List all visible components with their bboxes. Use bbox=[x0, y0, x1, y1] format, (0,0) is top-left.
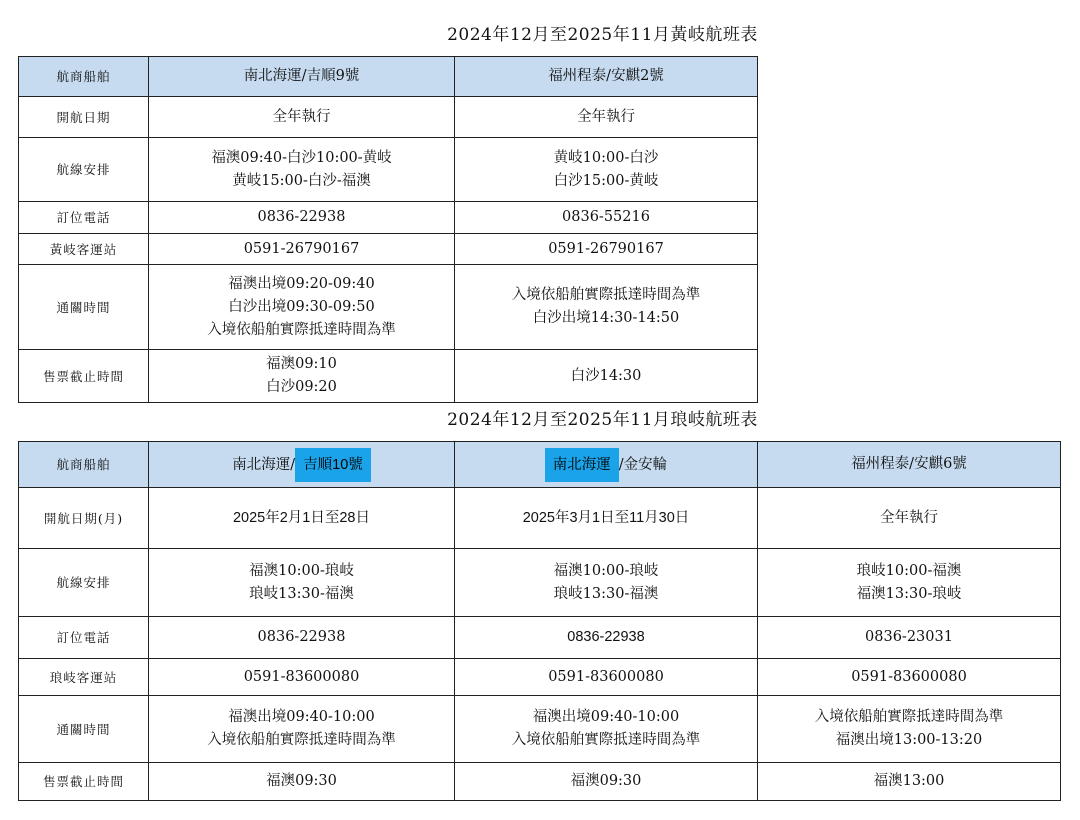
row-label: 琅岐客運站 bbox=[19, 659, 149, 696]
table-cell: 0836-55216 bbox=[455, 202, 758, 234]
row-label: 售票截止時間 bbox=[19, 350, 149, 403]
table-cell: 福澳出境09:40-10:00 入境依船舶實際抵達時間為準 bbox=[455, 696, 758, 763]
table-cell: 入境依船舶實際抵達時間為準 福澳出境13:00-13:20 bbox=[758, 696, 1061, 763]
table-cell: 0836-23031 bbox=[758, 617, 1061, 659]
table-row bbox=[19, 617, 1061, 659]
table-cell: 0591-26790167 bbox=[149, 234, 455, 265]
table-cell: 0591-83600080 bbox=[149, 659, 455, 696]
table-cell: 琅岐10:00-福澳 福澳13:30-琅岐 bbox=[758, 549, 1061, 617]
table1-title: 2024年12月至2025年11月黃岐航班表 bbox=[447, 25, 758, 45]
header-operator-2: 福州程泰/安麒2號 bbox=[455, 57, 758, 97]
table-cell: 全年執行 bbox=[455, 97, 758, 138]
table-cell: 2025年3月1日至11月30日 bbox=[455, 488, 758, 549]
header-operator-1-prefix: 南北海運/ bbox=[232, 456, 296, 473]
huangqi-schedule-table bbox=[18, 56, 758, 403]
table-row bbox=[19, 350, 758, 403]
table-row bbox=[19, 234, 758, 265]
table-row bbox=[19, 696, 1061, 763]
langqi-schedule-table bbox=[18, 441, 1061, 801]
row-label: 訂位電話 bbox=[19, 202, 149, 234]
table-cell: 黄岐10:00-白沙 白沙15:00-黄岐 bbox=[455, 138, 758, 202]
header-operator-1: 南北海運/吉順9號 bbox=[149, 57, 455, 97]
table-cell: 福澳09:40-白沙10:00-黄岐 黄岐15:00-白沙-福澳 bbox=[149, 138, 455, 202]
header-operator-2 bbox=[455, 442, 758, 488]
table-header-row bbox=[19, 442, 1061, 488]
table-cell: 0591-26790167 bbox=[455, 234, 758, 265]
table-row bbox=[19, 549, 1061, 617]
table-cell: 0836-22938 bbox=[455, 617, 758, 659]
table-row bbox=[19, 488, 1061, 549]
table-cell: 全年執行 bbox=[758, 488, 1061, 549]
table-row bbox=[19, 202, 758, 234]
table-cell: 0591-83600080 bbox=[758, 659, 1061, 696]
table-cell: 福澳出境09:40-10:00 入境依船舶實際抵達時間為準 bbox=[149, 696, 455, 763]
table-row bbox=[19, 265, 758, 350]
header-label: 航商船舶 bbox=[19, 442, 149, 488]
header-operator-1 bbox=[149, 442, 455, 488]
row-label: 訂位電話 bbox=[19, 617, 149, 659]
row-label: 航線安排 bbox=[19, 549, 149, 617]
table-cell: 福澳10:00-琅岐 琅岐13:30-福澳 bbox=[455, 549, 758, 617]
row-label: 通關時間 bbox=[19, 265, 149, 350]
table-cell: 白沙14:30 bbox=[455, 350, 758, 403]
table-cell: 入境依船舶實際抵達時間為準 白沙出境14:30-14:50 bbox=[455, 265, 758, 350]
table-row bbox=[19, 97, 758, 138]
row-label: 通關時間 bbox=[19, 696, 149, 763]
header-operator-2-suffix: /金安輪 bbox=[618, 456, 668, 473]
table-cell: 0836-22938 bbox=[149, 617, 455, 659]
table2-title: 2024年12月至2025年11月琅岐航班表 bbox=[447, 410, 758, 430]
table-cell: 福澳09:30 bbox=[149, 763, 455, 801]
table-cell: 全年執行 bbox=[149, 97, 455, 138]
header-label: 航商船舶 bbox=[19, 57, 149, 97]
table-cell: 福澳09:10 白沙09:20 bbox=[149, 350, 455, 403]
table-header-row bbox=[19, 57, 758, 97]
row-label: 黃岐客運站 bbox=[19, 234, 149, 265]
table-cell: 福澳09:30 bbox=[455, 763, 758, 801]
table-cell: 福澳13:00 bbox=[758, 763, 1061, 801]
highlighted-ship-name: 吉順10號 bbox=[295, 448, 371, 482]
row-label: 開航日期 bbox=[19, 97, 149, 138]
table-row bbox=[19, 763, 1061, 801]
table-cell: 0836-22938 bbox=[149, 202, 455, 234]
table-cell: 0591-83600080 bbox=[455, 659, 758, 696]
table-row bbox=[19, 138, 758, 202]
table-cell: 福澳10:00-琅岐 琅岐13:30-福澳 bbox=[149, 549, 455, 617]
header-operator-3: 福州程泰/安麒6號 bbox=[758, 442, 1061, 488]
highlighted-operator-name: 南北海運 bbox=[545, 448, 619, 482]
table-row bbox=[19, 659, 1061, 696]
table-cell: 福澳出境09:20-09:40 白沙出境09:30-09:50 入境依船舶實際抵達時間為準 bbox=[149, 265, 455, 350]
table-cell: 2025年2月1日至28日 bbox=[149, 488, 455, 549]
row-label: 售票截止時間 bbox=[19, 763, 149, 801]
row-label: 航線安排 bbox=[19, 138, 149, 202]
row-label: 開航日期(月) bbox=[19, 488, 149, 549]
